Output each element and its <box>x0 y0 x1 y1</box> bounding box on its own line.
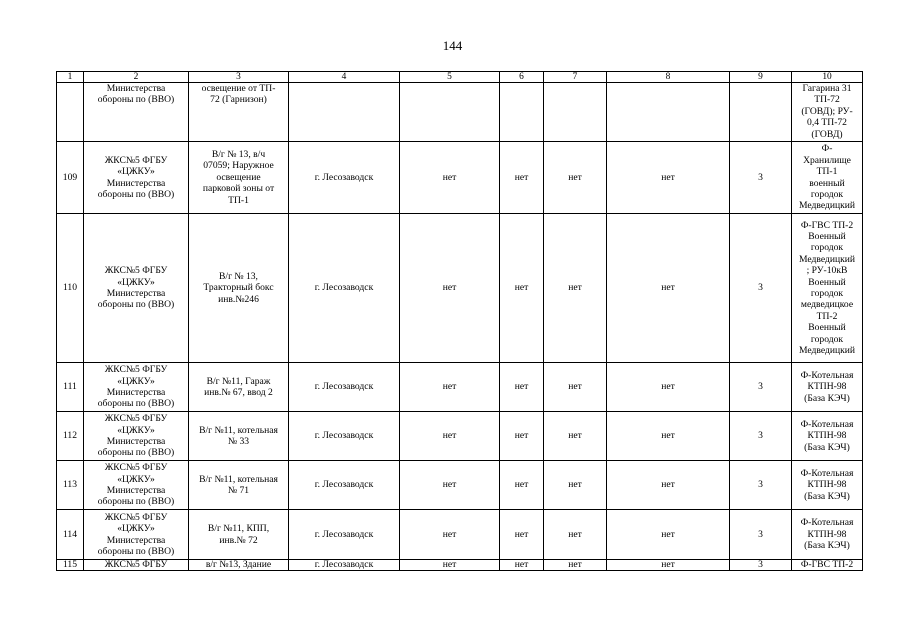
cell-line: ЖКС№5 ФГБУ <box>104 265 168 277</box>
column-header: 10 <box>792 72 863 83</box>
table-cell: нет <box>544 214 607 363</box>
cell-line: Медведицкий <box>798 345 856 357</box>
organization-cell <box>84 363 189 412</box>
cell-line: военный <box>809 177 845 189</box>
table-cell: нет <box>607 363 730 412</box>
table-cell: нет <box>500 363 544 412</box>
cell-line: освещение <box>216 171 261 183</box>
row-number: 112 <box>57 412 84 461</box>
cell-line: обороны по (ВВО) <box>97 447 175 459</box>
cell-line: ЖКС№5 ФГБУ <box>104 559 168 570</box>
feeder-cell <box>792 214 863 363</box>
registry-table <box>56 71 863 571</box>
cell-line: В/г № 13, в/ч <box>211 148 266 160</box>
city-cell: г. Лесозаводск <box>289 560 400 571</box>
organization-cell <box>84 412 189 461</box>
cell-line: (База КЭЧ) <box>804 441 850 453</box>
cell-line: городок <box>810 242 844 254</box>
cell-line: «ЦЖКУ» <box>117 276 155 288</box>
table-cell: нет <box>500 142 544 214</box>
cell-line: Министерства <box>106 436 166 447</box>
cell-line: «ЦЖКУ» <box>117 424 155 436</box>
cell-line: 07059; Наружное <box>203 160 274 172</box>
table-row <box>57 461 863 510</box>
continuation-row <box>57 83 863 142</box>
cell-line: обороны по (ВВО) <box>97 545 175 557</box>
table-row <box>57 412 863 461</box>
cell-line: В/г №11, КПП, <box>207 523 270 535</box>
cell-line: Ф-Котельная <box>800 517 854 529</box>
cell-line: обороны по (ВВО) <box>97 496 175 508</box>
feeder-cell <box>792 510 863 560</box>
feeder-cell <box>792 461 863 510</box>
cell-line: Тракторный бокс <box>203 282 274 294</box>
cell-line: ЖКС№5 ФГБУ <box>104 462 168 474</box>
cell-line: КТПН-98 <box>807 479 847 491</box>
table-cell: 3 <box>730 142 792 214</box>
row-number: 110 <box>57 214 84 363</box>
cell-line: обороны по (ВВО) <box>97 398 175 410</box>
table-cell: нет <box>500 461 544 510</box>
cell-line: Медведицкий <box>798 253 856 265</box>
cell-line: Министерства <box>106 83 166 94</box>
city-cell: г. Лесозаводск <box>289 214 400 363</box>
cell-line: (ГОВД); РУ- <box>801 105 853 117</box>
organization-cell <box>84 560 189 571</box>
column-header: 4 <box>289 72 400 83</box>
cell-line: (База КЭЧ) <box>804 392 850 404</box>
cell-line: (База КЭЧ) <box>804 490 850 502</box>
feeder-cell <box>792 560 863 571</box>
table-cell <box>607 83 730 142</box>
table-cell: 3 <box>730 461 792 510</box>
table-cell: 3 <box>730 560 792 571</box>
table-cell <box>57 83 84 142</box>
row-number: 109 <box>57 142 84 214</box>
city-cell: г. Лесозаводск <box>289 142 400 214</box>
object-cell <box>189 412 289 461</box>
cell-line: «ЦЖКУ» <box>117 166 155 178</box>
organization-cell <box>84 214 189 363</box>
cell-line: Хранилище <box>803 154 851 166</box>
cell-line: Министерства <box>106 534 166 546</box>
table-row <box>57 363 863 412</box>
cell-line: КТПН-98 <box>807 381 847 393</box>
table-cell: нет <box>500 560 544 571</box>
column-number-row <box>57 72 863 83</box>
table-cell: нет <box>400 510 500 560</box>
table-cell: нет <box>607 461 730 510</box>
cell-line: обороны по (ВВО) <box>97 94 175 106</box>
cell-line: Ф-ГВС ТП-2 <box>800 559 854 570</box>
page-number: 144 <box>442 38 463 53</box>
table-cell: 3 <box>730 510 792 560</box>
city-cell: г. Лесозаводск <box>289 461 400 510</box>
cell-line: ЖКС№5 ФГБУ <box>104 154 168 166</box>
row-number: 115 <box>57 560 84 571</box>
cell-line: Ф- <box>821 143 833 155</box>
cell-line: Гагарина 31 <box>802 83 852 94</box>
cell-line: Ф-ГВС ТП-2 <box>800 219 854 231</box>
column-header: 7 <box>544 72 607 83</box>
feeder-cell <box>792 412 863 461</box>
table-cell: нет <box>400 412 500 461</box>
cell-line: Военный <box>808 276 846 288</box>
cell-line: «ЦЖКУ» <box>117 473 155 485</box>
table-cell: нет <box>607 214 730 363</box>
column-header: 1 <box>57 72 84 83</box>
cell-line: инв.№246 <box>218 293 259 305</box>
cell-line: ТП-1 <box>228 194 249 206</box>
city-cell: г. Лесозаводск <box>289 510 400 560</box>
cell-line: Военный <box>808 230 846 242</box>
cell-line: КТПН-98 <box>807 528 847 540</box>
cell-line: ЖКС№5 ФГБУ <box>104 511 168 523</box>
table-cell: нет <box>544 412 607 461</box>
table-cell: 3 <box>730 412 792 461</box>
table-cell: нет <box>544 510 607 560</box>
cell-line: В/г №11, Гараж <box>206 375 271 387</box>
table-cell: нет <box>544 560 607 571</box>
feeder-cell <box>792 363 863 412</box>
table-cell: нет <box>607 412 730 461</box>
object-cell <box>189 560 289 571</box>
table-row <box>57 142 863 214</box>
feeder-cell <box>792 142 863 214</box>
cell-line: медведицкое <box>800 299 854 311</box>
table-cell: нет <box>544 363 607 412</box>
cell-line: ТП-1 <box>816 166 838 178</box>
cell-line: городок <box>810 188 844 200</box>
organization-cell <box>84 461 189 510</box>
city-cell: г. Лесозаводск <box>289 363 400 412</box>
organization-cell <box>84 510 189 560</box>
column-header: 3 <box>189 72 289 83</box>
row-number: 113 <box>57 461 84 510</box>
cell-line: Ф-Котельная <box>800 369 854 381</box>
cell-line: Министерства <box>106 177 166 189</box>
cell-line: «ЦЖКУ» <box>117 523 155 535</box>
table-cell: нет <box>400 363 500 412</box>
table-cell: нет <box>607 142 730 214</box>
table-cell <box>730 83 792 142</box>
table-cell <box>792 83 863 142</box>
cell-line: Министерства <box>106 387 166 398</box>
cell-line: 0,4 ТП-72 <box>807 117 847 129</box>
cell-line: обороны по (ВВО) <box>97 188 175 200</box>
table-row <box>57 510 863 560</box>
column-header: 2 <box>84 72 189 83</box>
cell-line: парковой зоны от <box>202 183 275 195</box>
cell-line: городок <box>810 288 844 299</box>
object-cell <box>189 461 289 510</box>
cell-line: В/г № 13, <box>219 270 258 282</box>
table-cell <box>289 83 400 142</box>
city-cell: г. Лесозаводск <box>289 412 400 461</box>
table-row <box>57 560 863 571</box>
cell-line: ЖКС№5 ФГБУ <box>104 364 168 376</box>
cell-line: освещение от ТП- <box>201 83 276 94</box>
cell-line: № 33 <box>227 436 250 447</box>
object-cell <box>189 214 289 363</box>
cell-line: ТП-72 <box>814 94 840 106</box>
table-cell: нет <box>400 560 500 571</box>
table-cell: нет <box>400 461 500 510</box>
table-cell: нет <box>607 560 730 571</box>
cell-line: 72 (Гарнизон) <box>210 94 267 106</box>
organization-cell <box>84 142 189 214</box>
cell-line: № 71 <box>227 485 250 496</box>
cell-line: инв.№ 72 <box>219 534 258 546</box>
cell-line: инв.№ 67, ввод 2 <box>204 387 273 398</box>
cell-line: Ф-Котельная <box>800 467 854 479</box>
cell-line: В/г №11, котельная <box>199 424 278 436</box>
column-header: 9 <box>730 72 792 83</box>
object-cell <box>189 363 289 412</box>
table-cell: нет <box>500 412 544 461</box>
cell-line: ТП-2 <box>816 310 838 322</box>
cell-line: Ф-Котельная <box>800 418 854 430</box>
object-cell <box>189 142 289 214</box>
cell-line: (База КЭЧ) <box>804 540 850 552</box>
cell-line: (ГОВД) <box>811 128 843 140</box>
row-number: 111 <box>57 363 84 412</box>
cell-line: Министерства <box>106 485 166 496</box>
table-cell: 3 <box>730 363 792 412</box>
table-cell <box>500 83 544 142</box>
table-cell <box>189 83 289 142</box>
cell-line: ЖКС№5 ФГБУ <box>104 413 168 425</box>
cell-line: Военный <box>808 322 846 334</box>
object-cell <box>189 510 289 560</box>
table-cell <box>544 83 607 142</box>
table-cell: 3 <box>730 214 792 363</box>
table-cell: нет <box>500 214 544 363</box>
cell-line: «ЦЖКУ» <box>117 375 155 387</box>
column-header: 6 <box>500 72 544 83</box>
cell-line: ; РУ-10кВ <box>806 265 848 277</box>
table-cell: нет <box>400 214 500 363</box>
table-row <box>57 214 863 363</box>
table-cell: нет <box>544 461 607 510</box>
cell-line: в/г №13, Здание <box>205 559 272 570</box>
row-number: 114 <box>57 510 84 560</box>
column-header: 8 <box>607 72 730 83</box>
cell-line: обороны по (ВВО) <box>97 299 175 311</box>
cell-line: КТПН-98 <box>807 430 847 442</box>
table-cell: нет <box>400 142 500 214</box>
cell-line: Министерства <box>106 288 166 299</box>
cell-line: городок <box>810 333 844 345</box>
table-cell: нет <box>607 510 730 560</box>
cell-line: Медведицкий <box>798 200 856 212</box>
column-header: 5 <box>400 72 500 83</box>
table-cell <box>84 83 189 142</box>
cell-line: В/г №11, котельная <box>199 473 278 485</box>
table-cell: нет <box>500 510 544 560</box>
table-cell <box>400 83 500 142</box>
table-cell: нет <box>544 142 607 214</box>
